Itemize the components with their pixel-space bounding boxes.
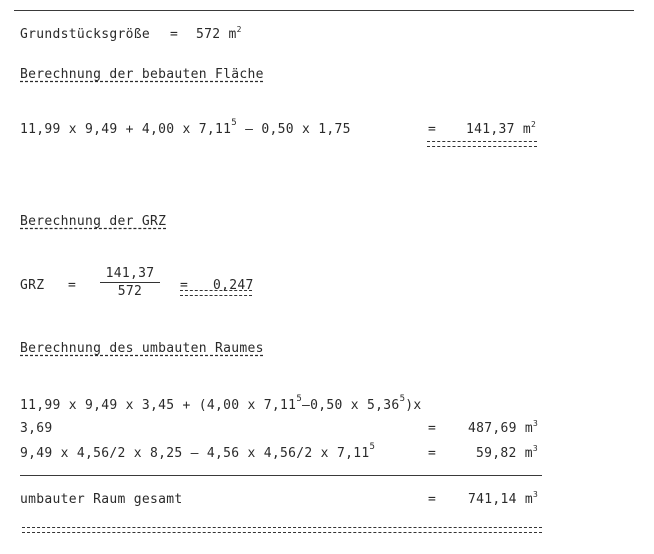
volume-line1-sup2: 5 <box>399 394 406 404</box>
grz-numerator: 141,37 <box>105 266 155 281</box>
built-area-formula-part-a: 11,99 x 9,49 + 4,00 x 7,11 <box>20 122 232 137</box>
lot-size-unit: m <box>228 27 237 42</box>
grz-label: GRZ <box>20 278 45 293</box>
lot-size-line <box>20 27 150 42</box>
grz-fraction-bar <box>100 282 160 283</box>
lot-size-number: 572 <box>196 27 221 42</box>
volume-line3-result-number: 59,82 <box>476 446 517 461</box>
volume-line3-part-a: 9,49 x 4,56/2 x 8,25 – 4,56 x 4,56/2 x 7,11 <box>20 446 370 461</box>
top-rule <box>14 10 634 11</box>
grz-result: 0,247 <box>213 278 254 293</box>
built-area-result <box>466 122 536 137</box>
built-area-formula <box>20 118 351 137</box>
built-area-formula-sup: 5 <box>231 118 238 128</box>
volume-line3 <box>20 442 376 461</box>
volume-line3-result-unit-sup: 3 <box>532 444 539 453</box>
lot-size-label: Grundstücksgröße <box>20 27 151 42</box>
volume-line1-part-a: 11,99 x 9,49 x 3,45 + (4,00 x 7,11 <box>20 398 297 413</box>
total-result <box>468 492 538 507</box>
volume-line3-sup: 5 <box>369 442 376 452</box>
built-area-heading: Berechnung der bebauten Fläche <box>20 67 264 82</box>
volume-line1-sup1: 5 <box>296 394 303 404</box>
total-result-unit-sup: 3 <box>533 490 539 499</box>
total-eq: = <box>428 492 437 507</box>
built-area-result-number: 141,37 <box>466 122 515 137</box>
total-separator-rule <box>20 475 542 476</box>
grz-eq2: = <box>180 278 189 293</box>
volume-line2: 3,69 <box>20 421 53 436</box>
built-area-eq: = <box>428 122 437 137</box>
volume-line2-result-number: 487,69 <box>468 421 517 436</box>
volume-line2-eq: = <box>428 421 437 436</box>
total-result-number: 741,14 <box>468 492 517 507</box>
lot-size-unit-sup: 2 <box>236 25 242 34</box>
volume-line3-result-unit: m <box>524 446 533 461</box>
volume-line1 <box>20 394 422 413</box>
volume-line3-result <box>476 446 538 461</box>
volume-heading: Berechnung des umbauten Raumes <box>20 341 264 356</box>
volume-line2-result-unit-sup: 3 <box>533 419 539 428</box>
total-label: umbauter Raum gesamt <box>20 492 183 507</box>
volume-line1-part-b: –0,50 x 5,36 <box>302 398 400 413</box>
volume-line2-result-unit: m <box>524 421 534 436</box>
total-double-underline <box>22 527 542 533</box>
grz-eq1: = <box>68 278 77 293</box>
built-area-formula-part-b: – 0,50 x 1,75 <box>237 122 351 137</box>
grz-fraction <box>100 266 160 299</box>
volume-line1-part-c: )x <box>405 398 422 413</box>
lot-size-eq: = <box>170 27 179 42</box>
grz-heading: Berechnung der GRZ <box>20 214 167 229</box>
lot-size-value <box>196 27 242 42</box>
volume-line3-eq: = <box>428 446 437 461</box>
grz-denominator: 572 <box>117 284 143 299</box>
built-area-result-unit-sup: 2 <box>531 120 537 129</box>
built-area-double-underline <box>427 141 537 147</box>
grz-double-underline <box>180 290 252 296</box>
total-result-unit: m <box>524 492 534 507</box>
volume-line2-result <box>468 421 538 436</box>
built-area-result-unit: m <box>522 122 532 137</box>
